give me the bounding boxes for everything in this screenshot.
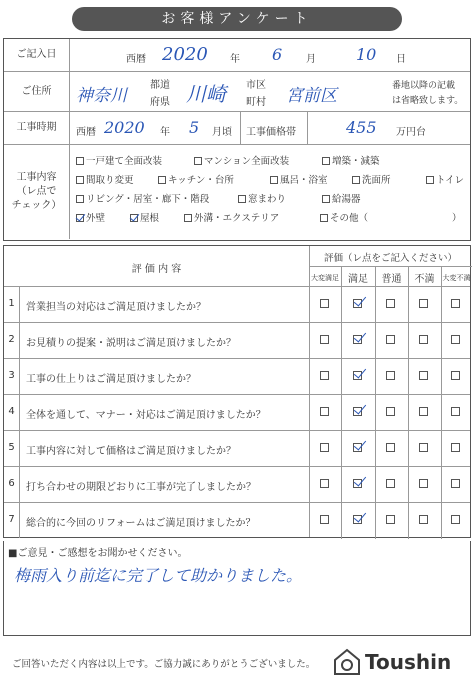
period-month-value: 5 <box>189 118 200 137</box>
comment-section <box>3 541 471 636</box>
question-number: 6 <box>8 478 15 489</box>
checkbox-icon[interactable] <box>184 214 192 222</box>
work-item[interactable]: 洗面所 <box>352 172 391 186</box>
rating-checkbox-icon[interactable] <box>320 515 329 524</box>
prefecture-suffix-top: 都道 <box>150 80 170 91</box>
work-item[interactable]: その他（ <box>320 210 368 224</box>
evaluation-table <box>3 245 471 538</box>
comment-text: 梅雨入り前迄に完了して助かりました。 <box>14 566 303 585</box>
rating-checkbox-icon[interactable] <box>451 407 460 416</box>
price-label: 工事価格帯 <box>246 127 296 138</box>
rating-checkbox-icon[interactable] <box>320 443 329 452</box>
work-label-line1: 工事内容 <box>16 172 57 183</box>
rating-checkbox-icon[interactable] <box>320 479 329 488</box>
rating-checkbox-icon[interactable] <box>320 407 329 416</box>
rating-very-satisfied: 大変満足 <box>311 274 339 282</box>
prefecture-value: 神奈川 <box>76 86 127 106</box>
question-text: 工事の仕上りはご満足頂けましたか？ <box>26 374 196 385</box>
rating-checkbox-icon[interactable] <box>419 479 428 488</box>
rating-neutral: 普通 <box>381 274 402 285</box>
city-suffix-top: 市区 <box>246 80 266 91</box>
question-number: 2 <box>8 334 15 345</box>
rating-checkbox-icon[interactable] <box>320 299 329 308</box>
question-text: 工事内容に対して価格はご満足頂けましたか？ <box>26 446 236 457</box>
price-unit: 万円台 <box>396 127 426 138</box>
city-value: 川崎 <box>186 82 226 106</box>
question-number: 4 <box>8 406 15 417</box>
address-note-line1: 番地以降の記載 <box>392 81 456 91</box>
question-number: 7 <box>8 514 15 525</box>
address-note-line2: は省略致します。 <box>392 96 464 106</box>
rating-dissatisfied: 不満 <box>414 274 435 285</box>
date-label: ご記入日 <box>4 39 70 71</box>
checkbox-icon[interactable] <box>352 176 360 184</box>
question-text: 全体を通して、マナー・対応はご満足頂けましたか？ <box>26 410 266 421</box>
rating-checkbox-icon[interactable] <box>419 407 428 416</box>
address-row <box>4 72 470 112</box>
checkbox-icon[interactable] <box>194 157 202 165</box>
rating-very-dissatisfied: 大変不満 <box>442 274 471 282</box>
rating-checkbox-icon[interactable] <box>419 335 428 344</box>
rating-checkbox-icon[interactable] <box>451 443 460 452</box>
checked-checkbox-icon[interactable] <box>76 214 84 222</box>
company-logo <box>333 648 451 676</box>
rating-checkbox-icon[interactable] <box>451 371 460 380</box>
work-item[interactable]: 風呂・浴室 <box>270 172 328 186</box>
rating-checked-checkbox-icon[interactable] <box>353 371 362 380</box>
date-year-unit: 年 <box>230 54 240 65</box>
rating-checkbox-icon[interactable] <box>419 515 428 524</box>
work-item[interactable]: リビング・居室・廊下・階段 <box>76 191 209 205</box>
rating-satisfied: 満足 <box>348 274 368 285</box>
date-month-value: 6 <box>272 45 283 64</box>
rating-checkbox-icon[interactable] <box>419 371 428 380</box>
question-number: 5 <box>8 442 15 453</box>
date-row <box>4 39 470 72</box>
rating-checkbox-icon[interactable] <box>419 299 428 308</box>
period-year-unit: 年 <box>160 127 170 138</box>
period-era: 西暦 <box>76 127 96 138</box>
address-label: ご住所 <box>4 72 70 111</box>
survey-title: お客様アンケート <box>72 7 402 31</box>
rating-checked-checkbox-icon[interactable] <box>353 479 362 488</box>
rating-checkbox-icon[interactable] <box>451 335 460 344</box>
rating-checkbox-icon[interactable] <box>320 371 329 380</box>
rating-checked-checkbox-icon[interactable] <box>353 335 362 344</box>
rating-checkbox-icon[interactable] <box>320 335 329 344</box>
work-item[interactable]: 一戸建て全面改装 <box>76 153 162 167</box>
work-item[interactable]: 外壁 <box>76 210 105 224</box>
work-item[interactable]: 屋根 <box>130 210 159 224</box>
work-item[interactable]: 給湯器 <box>322 191 361 205</box>
logo-text: Toushin <box>365 650 452 674</box>
rating-checked-checkbox-icon[interactable] <box>353 443 362 452</box>
comment-label: ■ご意見・ご感想をお聞かせください。 <box>8 548 188 559</box>
city-suffix-bottom: 町村 <box>246 97 266 108</box>
question-text: 営業担当の対応はご満足頂けましたか？ <box>26 302 206 313</box>
customer-info-section <box>3 38 471 241</box>
work-label-line3: チェック） <box>11 200 62 211</box>
checkbox-icon[interactable] <box>320 214 328 222</box>
checkbox-icon[interactable] <box>426 176 434 184</box>
date-day-value: 10 <box>356 45 377 64</box>
work-label-line2: （レ点で <box>16 186 57 197</box>
period-label: 工事時期 <box>4 112 70 144</box>
question-text: お見積りの提案・説明はご満足頂けましたか？ <box>26 338 236 349</box>
checkbox-icon[interactable] <box>322 157 330 165</box>
rating-checkbox-icon[interactable] <box>386 443 395 452</box>
rating-checkbox-icon[interactable] <box>451 479 460 488</box>
rating-header: 評価（レ点をご記入ください） <box>323 253 457 264</box>
period-row <box>4 112 470 145</box>
checkbox-icon[interactable] <box>270 176 278 184</box>
work-row <box>4 145 470 239</box>
date-year-value: 2020 <box>162 44 208 65</box>
checkbox-icon[interactable] <box>76 195 84 203</box>
rating-checked-checkbox-icon[interactable] <box>353 407 362 416</box>
rating-checked-checkbox-icon[interactable] <box>353 299 362 308</box>
rating-checked-checkbox-icon[interactable] <box>353 515 362 524</box>
work-item[interactable]: マンション全面改装 <box>194 153 289 167</box>
question-number: 3 <box>8 370 15 381</box>
rating-checkbox-icon[interactable] <box>386 299 395 308</box>
work-item[interactable]: 外溝・エクステリア <box>184 210 279 224</box>
work-item-close-paren: ） <box>452 213 462 224</box>
question-text: 総合的に今回のリフォームはご満足頂けましたか？ <box>26 518 256 529</box>
period-month-unit: 月頃 <box>212 127 232 138</box>
rating-checkbox-icon[interactable] <box>386 407 395 416</box>
prefecture-suffix-bottom: 府県 <box>150 97 170 108</box>
checkbox-icon[interactable] <box>76 176 84 184</box>
house-logo-icon <box>333 648 361 676</box>
work-item[interactable]: 窓まわり <box>238 191 286 205</box>
checkbox-icon[interactable] <box>238 195 246 203</box>
date-era: 西暦 <box>126 54 146 65</box>
rating-checkbox-icon[interactable] <box>451 299 460 308</box>
question-text: 打ち合わせの期限どおりに工事が完了しましたか？ <box>26 482 256 493</box>
question-number: 1 <box>8 298 15 309</box>
checkbox-icon[interactable] <box>322 195 330 203</box>
work-item[interactable]: 増築・減築 <box>322 153 380 167</box>
work-item[interactable]: 間取り変更 <box>76 172 134 186</box>
evaluation-content-header: 評 価 内 容 <box>131 264 182 275</box>
rating-checkbox-icon[interactable] <box>386 515 395 524</box>
date-month-unit: 月 <box>306 54 316 65</box>
rating-checkbox-icon[interactable] <box>451 515 460 524</box>
period-year-value: 2020 <box>104 118 145 137</box>
ward-value: 宮前区 <box>286 86 337 106</box>
rating-checkbox-icon[interactable] <box>419 443 428 452</box>
rating-checkbox-icon[interactable] <box>386 335 395 344</box>
work-item[interactable]: キッチン・台所 <box>158 172 234 186</box>
footer-text: ご回答いただく内容は以上です。ご協力誠にありがとうございました。 <box>12 659 316 670</box>
checkbox-icon[interactable] <box>76 157 84 165</box>
price-value: 455 <box>346 118 377 137</box>
date-day-unit: 日 <box>396 54 406 65</box>
work-label <box>4 145 70 239</box>
checkbox-icon[interactable] <box>158 176 166 184</box>
rating-checkbox-icon[interactable] <box>386 479 395 488</box>
checked-checkbox-icon[interactable] <box>130 214 138 222</box>
rating-checkbox-icon[interactable] <box>386 371 395 380</box>
work-item[interactable]: トイレ <box>426 172 464 186</box>
